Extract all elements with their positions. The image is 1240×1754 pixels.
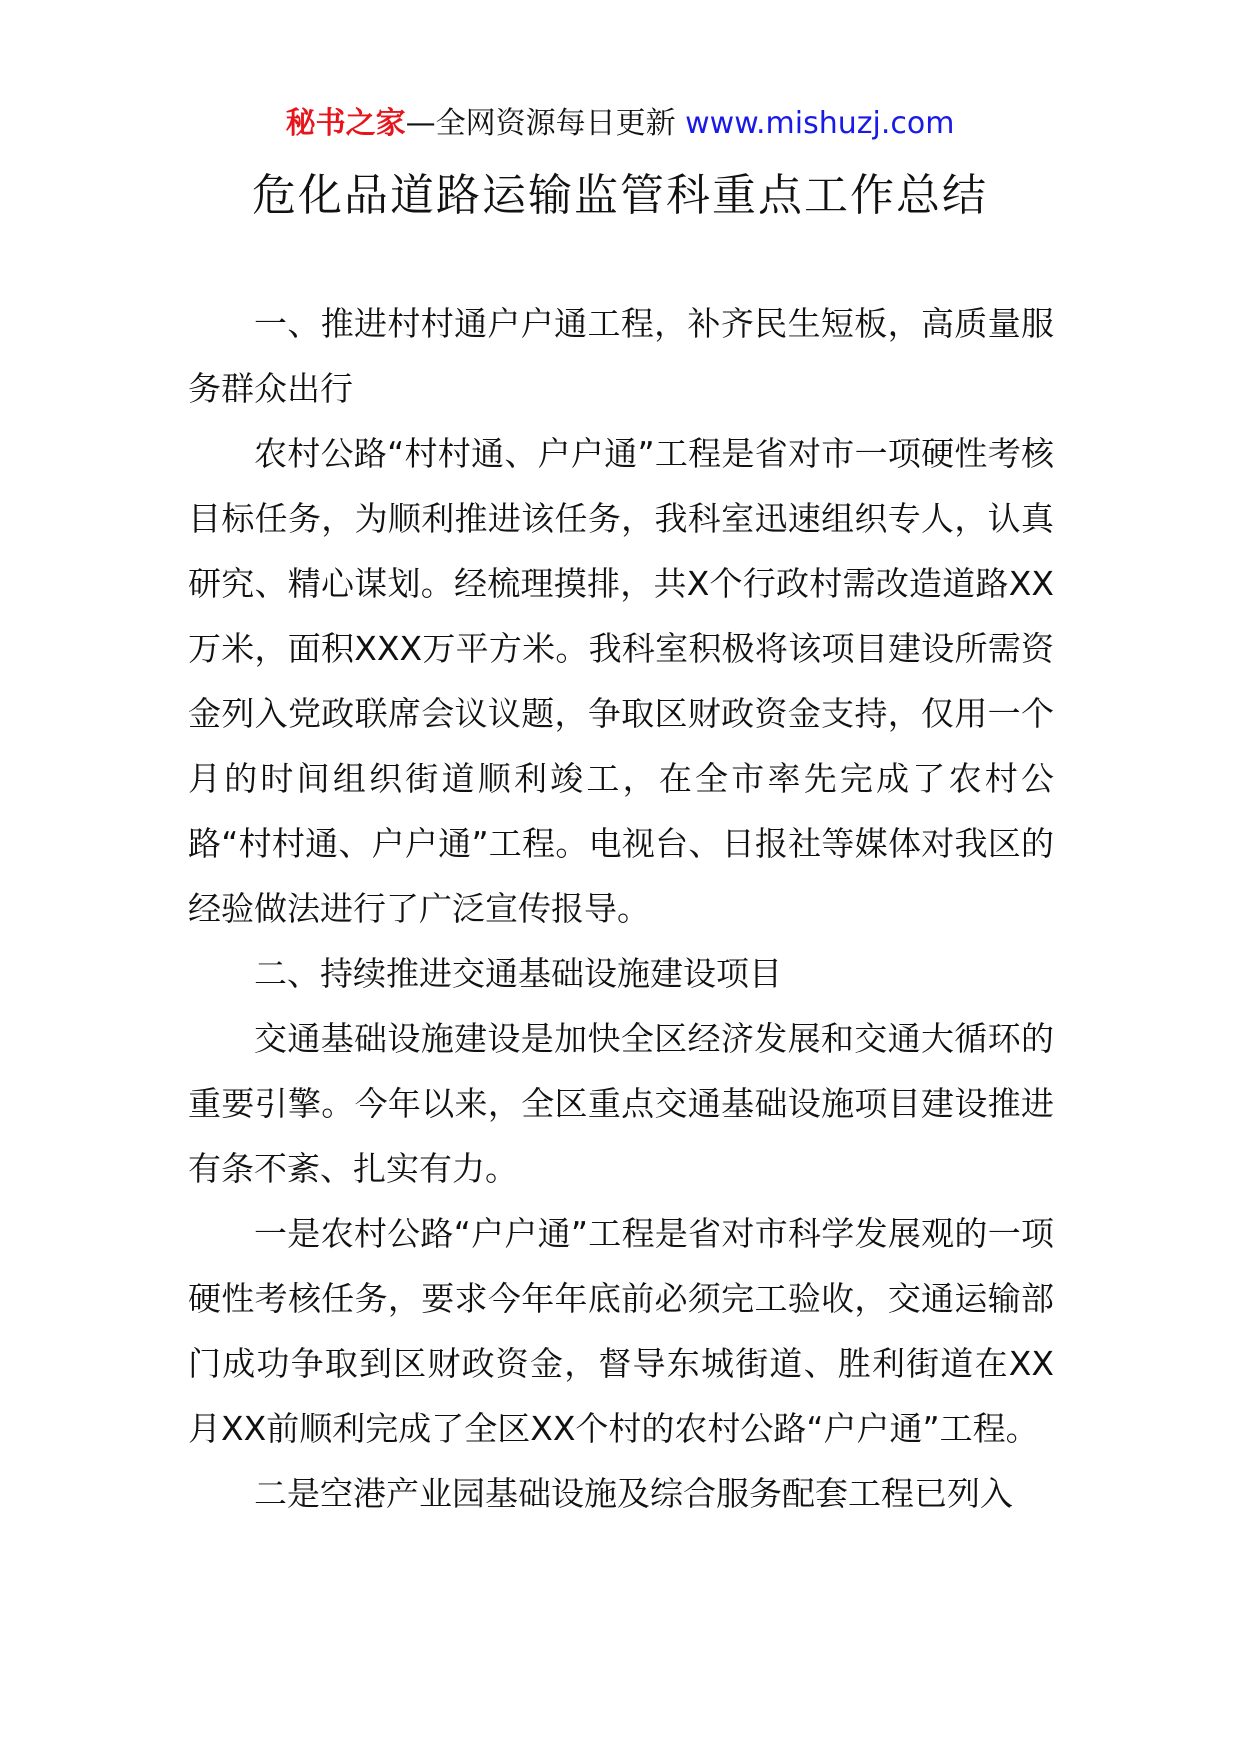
section-heading-1: 一、推进村村通户户通工程，补齐民生短板，高质量服务群众出行 bbox=[188, 304, 1054, 408]
body-paragraph: 二是空港产业园基础设施及综合服务配套工程已列入 bbox=[254, 1474, 1013, 1513]
site-header bbox=[0, 104, 1240, 144]
site-tagline: —全网资源每日更新 bbox=[405, 106, 676, 141]
document-title: 危化品道路运输监管科重点工作总结 bbox=[252, 170, 988, 221]
body-paragraph: 交通基础设施建设是加快全区经济发展和交通大循环的重要引擎。今年以来，全区重点交通基础设施项目建设推进有条不紊、扎实有力。 bbox=[188, 1019, 1054, 1188]
site-brand: 秘书之家 bbox=[285, 106, 406, 141]
section-heading-2: 二、持续推进交通基础设施建设项目 bbox=[254, 954, 782, 993]
body-paragraph: 一是农村公路“户户通”工程是省对市科学发展观的一项硬性考核任务，要求今年年底前必须完工验收，交通运输部门成功争取到区财政资金，督导东城街道、胜利街道在XX月XX前顺利完成了全区XX个村的农村公路“户户通”工程。 bbox=[188, 1214, 1054, 1448]
site-url-link[interactable]: www.mishuzj.com bbox=[685, 106, 955, 141]
document-body bbox=[188, 291, 1054, 1526]
body-paragraph: 农村公路“村村通、户户通”工程是省对市一项硬性考核目标任务，为顺利推进该任务，我科室迅速组织专人，认真研究、精心谋划。经梳理摸排，共X个行政村需改造道路XX万米，面积XXX万平方米。我科室积极将该项目建设所需资金列入党政联席会议议题，争取区财政资金支持，仅用一个月的时间组织街道顺利竣工，在全市率先完成了农村公路“村村通、户户通”工程。电视台、日报社等媒体对我区的经验做法进行了广泛宣传报导。 bbox=[188, 434, 1054, 928]
